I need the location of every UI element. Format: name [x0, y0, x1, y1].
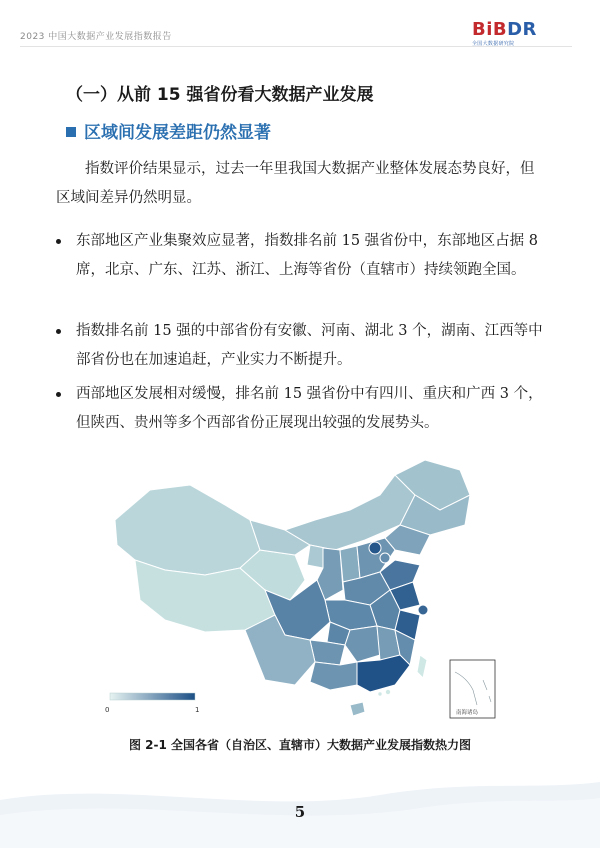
logo-text-left: BiB — [472, 19, 508, 40]
bullet-text: 西部地区发展相对缓慢，排名前 15 强省份中有四川、重庆和广西 3 个，但陕西、贵州等多个西部省份正展现出较强的发展势头。 — [76, 386, 543, 431]
region-beijing — [369, 542, 381, 554]
region-macau — [378, 692, 382, 696]
bullet-dot-icon — [56, 329, 61, 334]
region-guangdong — [357, 655, 410, 692]
region-hongkong — [386, 690, 391, 695]
bullet-item — [56, 227, 546, 285]
logo-subtitle: 全国大数据研究院 — [472, 41, 515, 47]
legend-max-label: 1 — [195, 706, 200, 714]
section-subheading: 区域间发展差距仍然显著 — [84, 123, 271, 143]
region-taiwan — [417, 655, 427, 678]
region-shanghai — [418, 605, 428, 615]
figure-caption: 图 2-1 全国各省（自治区、直辖市）大数据产业发展指数热力图 — [128, 738, 472, 752]
region-guangxi — [310, 662, 357, 690]
region-shanxi — [340, 546, 360, 582]
square-bullet-icon — [66, 127, 76, 137]
report-header-title: 2023 中国大数据产业发展指数报告 — [20, 32, 172, 42]
bullet-dot-icon — [56, 392, 61, 397]
region-ningxia — [307, 545, 325, 568]
china-heatmap — [95, 450, 525, 725]
section-heading: （一）从前 15 强省份看大数据产业发展 — [66, 85, 374, 105]
region-hainan — [350, 702, 365, 716]
region-hunan — [345, 626, 380, 662]
bibdr-logo — [472, 21, 580, 47]
bullet-item — [56, 380, 546, 438]
section-subheading-wrap — [66, 118, 271, 143]
logo-text-right: DR — [507, 19, 537, 40]
bullet-text: 东部地区产业集聚效应显著，指数排名前 15 强省份中，东部地区占据 8 席，北京、广东、江苏、浙江、上海等省份（直辖市）持续领跑全国。 — [76, 233, 539, 278]
page-number: 5 — [294, 803, 306, 821]
inset-label: 南海诸岛 — [456, 710, 479, 716]
legend-min-label: 0 — [105, 706, 110, 714]
bullet-text: 指数排名前 15 强的中部省份有安徽、河南、湖北 3 个，湖南、江西等中部省份也在加速追赶，产业实力不断提升。 — [76, 323, 543, 368]
bullet-dot-icon — [56, 239, 61, 244]
legend-gradient-bar — [110, 693, 195, 700]
bullet-item — [56, 317, 546, 375]
intro-paragraph: 指数评价结果显示，过去一年里我国大数据产业整体发展态势良好，但区域间差异仍然明显。 — [56, 161, 535, 206]
region-tianjin — [380, 553, 390, 563]
